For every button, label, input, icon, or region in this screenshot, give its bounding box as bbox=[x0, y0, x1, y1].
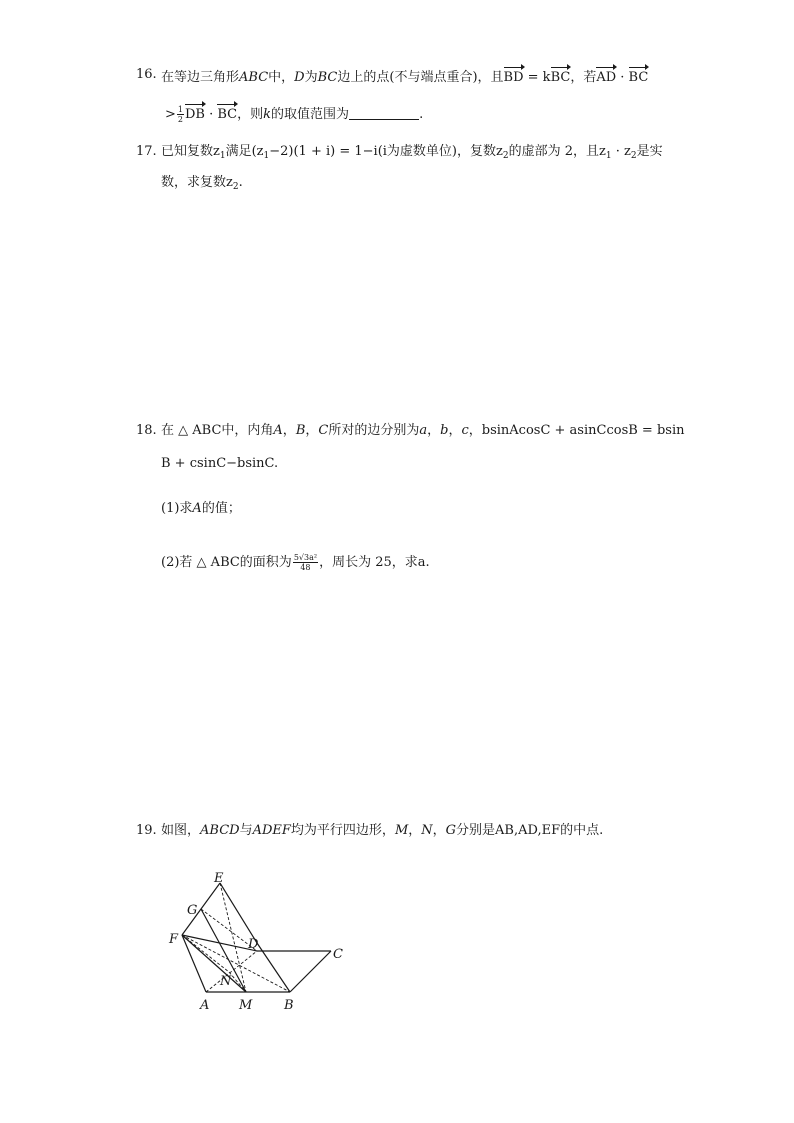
q18-text: ， bbox=[427, 423, 441, 438]
q18-text: (2)若 △ ABC的面积为 bbox=[161, 555, 292, 570]
q19-text: ， bbox=[408, 823, 422, 838]
vector-bc: BC bbox=[551, 66, 571, 87]
angle-c: C bbox=[318, 423, 329, 438]
q16-bc: BC bbox=[317, 70, 338, 85]
q18-text: ， bbox=[448, 423, 462, 438]
subscript: 1 bbox=[263, 151, 270, 161]
q17-text: 满足(z bbox=[225, 144, 264, 159]
q16-abc: ABC bbox=[239, 70, 269, 85]
side-c: c bbox=[461, 423, 469, 438]
q18-number: 18. bbox=[136, 423, 157, 438]
q16-text: ，若 bbox=[570, 70, 597, 85]
q16-text: = k bbox=[523, 70, 551, 85]
q16-line1 bbox=[161, 66, 648, 87]
q18-text: 的值； bbox=[201, 501, 241, 516]
q19-text: 均为平行四边形， bbox=[290, 823, 395, 838]
dot-operator: · bbox=[204, 107, 218, 122]
q16-text: . bbox=[419, 107, 424, 122]
fraction-half: $\frac{1}{2}$ bbox=[177, 105, 183, 124]
segment-db bbox=[257, 943, 290, 992]
q17-number: 17. bbox=[136, 144, 157, 159]
q19-text: ， bbox=[432, 823, 446, 838]
q17-line2 bbox=[161, 174, 243, 196]
q16-k: k bbox=[263, 107, 272, 122]
subscript: 2 bbox=[502, 151, 509, 161]
q18-text: ， bbox=[305, 423, 319, 438]
angle-b: B bbox=[295, 423, 306, 438]
q17-line1 bbox=[161, 143, 663, 165]
vector-bc: BC bbox=[217, 103, 237, 124]
point-m: M bbox=[394, 823, 409, 838]
q16-d: D bbox=[294, 70, 305, 85]
label-n: N bbox=[220, 974, 232, 989]
label-f: F bbox=[169, 932, 179, 947]
q18-text: 所对的边分别为 bbox=[328, 423, 420, 438]
q19-abcd: ABCD bbox=[200, 823, 240, 838]
q16-number: 16. bbox=[136, 67, 157, 82]
point-g: G bbox=[445, 823, 457, 838]
q18-part2 bbox=[161, 553, 430, 572]
subscript: 1 bbox=[219, 151, 226, 161]
angle-a: A bbox=[192, 501, 202, 516]
q19-number: 19. bbox=[136, 823, 157, 838]
q19-text: 如图， bbox=[161, 823, 201, 838]
q18-text: 在 △ ABC中，内角 bbox=[161, 423, 274, 438]
q16-text: 在等边三角形 bbox=[161, 70, 240, 85]
q19-text: 与 bbox=[239, 823, 253, 838]
q18-line1 bbox=[161, 422, 684, 440]
label-g: G bbox=[187, 903, 198, 918]
vector-bd: BD bbox=[504, 66, 524, 87]
label-a: A bbox=[200, 998, 210, 1013]
edge-fa bbox=[182, 935, 206, 992]
q16-text: 中， bbox=[268, 70, 295, 85]
q17-text: 数，求复数z bbox=[161, 175, 233, 190]
angle-a: A bbox=[273, 423, 283, 438]
side-a: a bbox=[419, 423, 428, 438]
q18-part1 bbox=[161, 500, 241, 518]
q19-line1 bbox=[161, 822, 603, 840]
q17-text: 的虚部为 2，且z bbox=[508, 144, 606, 159]
vector-ad: AD bbox=[596, 66, 616, 87]
vector-bc: BC bbox=[629, 66, 649, 87]
q17-text: · z bbox=[611, 144, 631, 159]
q16-text: 的取值范围为 bbox=[271, 107, 350, 122]
vector-db: DB bbox=[185, 103, 205, 124]
edge-ed bbox=[220, 883, 257, 943]
q18-text: ，bsinAcosC + asinCcosB = bsin bbox=[468, 423, 685, 438]
q18-text: ， bbox=[282, 423, 296, 438]
label-m: M bbox=[239, 998, 253, 1013]
subscript: 2 bbox=[232, 182, 239, 192]
q19-adef: ADEF bbox=[252, 823, 291, 838]
q18-text: (1)求 bbox=[161, 501, 193, 516]
q18-text: ，周长为 25，求a. bbox=[319, 555, 430, 570]
q17-text: 是实 bbox=[636, 144, 663, 159]
greater-than: > bbox=[165, 107, 176, 122]
q16-line2 bbox=[165, 103, 423, 124]
edge-bc bbox=[290, 951, 331, 992]
q17-text: 已知复数z bbox=[161, 144, 220, 159]
label-c: C bbox=[333, 947, 343, 962]
geometry-figure bbox=[160, 872, 360, 1017]
answer-blank bbox=[349, 107, 419, 120]
q16-text: 边上的点(不与端点重合)，且 bbox=[337, 70, 504, 85]
q16-text: 为 bbox=[304, 70, 318, 85]
q19-text: 分别是AB,AD,EF的中点. bbox=[456, 823, 604, 838]
q17-text: . bbox=[238, 175, 243, 190]
label-b: B bbox=[284, 998, 294, 1013]
q16-text: ，则 bbox=[237, 107, 264, 122]
area-fraction: $\frac{\text{5√3a²}}{48}$ bbox=[293, 553, 318, 572]
q17-text: −2)(1 + i) = 1−i(i为虚数单位)，复数z bbox=[269, 144, 503, 159]
q18-line2: B + csinC−bsinC. bbox=[161, 456, 279, 471]
label-d: D bbox=[248, 937, 259, 952]
dot-operator: · bbox=[616, 70, 629, 85]
side-b: b bbox=[440, 423, 449, 438]
subscript: 2 bbox=[630, 151, 637, 161]
point-n: N bbox=[421, 823, 433, 838]
label-e: E bbox=[214, 872, 224, 886]
segment-ad-dashed bbox=[206, 951, 257, 992]
subscript: 1 bbox=[605, 151, 612, 161]
